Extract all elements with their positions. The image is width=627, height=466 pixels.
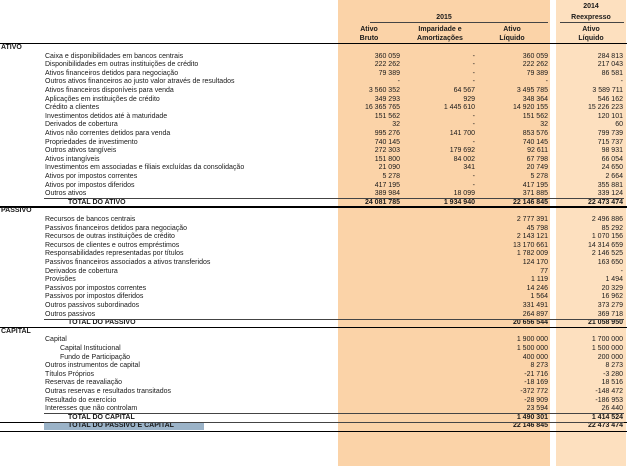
table-row	[0, 78, 627, 86]
header-impairment-line1: Imparidade e	[418, 26, 462, 33]
header-restated: Reexpresso	[571, 14, 611, 21]
table-row	[0, 250, 627, 258]
section-rule	[0, 43, 627, 44]
section-rule	[0, 327, 627, 328]
value-cell: -21 716	[524, 370, 548, 378]
header-net	[476, 25, 548, 43]
value-cell: 14 314 659	[587, 241, 623, 249]
value-cell: 349 293	[374, 95, 400, 103]
value-cell: 16 365 765	[364, 104, 400, 112]
value-cell: -	[620, 267, 623, 275]
value-cell: 79 389	[378, 69, 400, 77]
header-gross	[338, 25, 400, 43]
table-row	[0, 293, 627, 301]
table-row	[0, 242, 627, 250]
value-cell: 348 364	[522, 95, 548, 103]
total-rule-top	[44, 319, 624, 320]
value-cell: 92 611	[527, 147, 548, 155]
table-row	[0, 70, 627, 78]
table-row	[0, 233, 627, 241]
value-cell: -186 953	[595, 396, 623, 404]
header-net-2014-line1: Ativo	[582, 26, 600, 33]
section-rule	[0, 206, 627, 207]
row-label: Derivados de cobertura	[45, 267, 118, 275]
value-cell: -	[545, 78, 548, 86]
table-row	[0, 276, 627, 284]
value-cell: 64 567	[453, 87, 475, 94]
row-label: Fundo de Participação	[60, 353, 131, 361]
value-cell: 222 262	[374, 61, 400, 69]
table-row	[0, 311, 627, 319]
value-cell: 21 058 950	[587, 319, 623, 327]
header-impairment	[405, 25, 475, 43]
row-label: Provisões	[45, 276, 76, 284]
value-cell: 740 145	[374, 138, 400, 146]
value-cell: 1 119	[531, 276, 548, 284]
header-divider-2014	[560, 22, 624, 23]
table-row	[0, 53, 627, 61]
row-label: Investimentos detidos até à maturidade	[45, 112, 168, 120]
value-cell: -	[472, 61, 475, 69]
value-cell: 16 962	[601, 293, 623, 301]
value-cell: 151 562	[374, 112, 400, 120]
value-cell: -	[472, 78, 475, 86]
row-label: Ativos não correntes detidos para venda	[45, 130, 171, 137]
row-label: Recursos de bancos centrais	[45, 216, 136, 223]
value-cell: 1 700 000	[591, 336, 623, 344]
value-cell: -	[472, 181, 475, 189]
value-cell: 339 124	[597, 190, 623, 198]
value-cell: 18 099	[453, 190, 475, 198]
value-cell: 355 881	[597, 181, 623, 189]
value-cell: -	[472, 69, 475, 77]
value-cell: 67 798	[526, 155, 548, 163]
total-row	[0, 422, 627, 430]
value-cell: -	[397, 78, 400, 86]
value-cell: 163 650	[597, 259, 623, 266]
row-label: TOTAL DO ATIVO	[68, 198, 126, 206]
table-row	[0, 345, 627, 353]
value-cell: 3 589 711	[592, 87, 623, 94]
value-cell: 1 500 000	[516, 345, 548, 352]
value-cell: 8 273	[530, 362, 548, 370]
value-cell: 5 278	[382, 173, 400, 180]
value-cell: 217 043	[597, 61, 623, 69]
row-label: Recursos de outras instituições de crédito	[45, 233, 175, 241]
value-cell: 1 900 000	[516, 336, 548, 344]
value-cell: 23 594	[526, 405, 548, 413]
row-label: Passivos financeiros associados a ativos transferidos	[45, 259, 211, 266]
header-impairment-line2: Amortizações	[417, 35, 463, 42]
value-cell: 14 920 155	[512, 104, 548, 112]
row-label: Outros passivos	[45, 310, 96, 318]
table-row	[0, 225, 627, 233]
value-cell: 13 170 661	[512, 241, 548, 249]
value-cell: 546 162	[597, 95, 623, 103]
value-cell: 995 276	[374, 130, 400, 137]
value-cell: -	[472, 52, 475, 60]
header-gross-line1: Ativo	[360, 26, 378, 33]
row-label: TOTAL DO PASSIVO	[68, 319, 136, 327]
value-cell: 1 564	[530, 293, 548, 301]
value-cell: 2 143 121	[516, 233, 548, 241]
total-rule-bottom	[0, 431, 627, 432]
table-row	[0, 96, 627, 104]
table-row	[0, 285, 627, 293]
value-cell: 21 090	[378, 164, 400, 172]
value-cell: 151 562	[522, 112, 548, 120]
value-cell: 24 081 785	[364, 198, 400, 206]
value-cell: 389 984	[374, 190, 400, 198]
table-row	[0, 405, 627, 413]
table-row	[0, 268, 627, 276]
row-label: Passivos por impostos diferidos	[45, 293, 144, 301]
row-label: Interesses que não controlam	[45, 405, 138, 413]
row-label: Reservas de reavaliação	[45, 379, 123, 387]
row-label: TOTAL DO PASSIVO E CAPITAL	[68, 422, 174, 430]
total-rule-top	[44, 198, 624, 199]
row-label: CAPITAL	[1, 327, 31, 335]
row-label: Crédito a clientes	[45, 104, 100, 112]
value-cell: -	[472, 121, 475, 129]
row-label: Outros instrumentos de capital	[45, 362, 140, 370]
value-cell: 60	[615, 121, 623, 129]
value-cell: 417 195	[374, 181, 400, 189]
header-year-2015: 2015	[436, 14, 452, 21]
value-cell: 77	[540, 267, 548, 275]
row-label: Ativos financeiros detidos para negociação	[45, 69, 179, 77]
value-cell: 18 516	[601, 379, 623, 387]
table-row	[0, 354, 627, 362]
value-cell: 331 491	[522, 302, 548, 309]
row-label: PASSIVO	[1, 207, 32, 215]
value-cell: 66 054	[601, 155, 623, 163]
section-row	[0, 328, 627, 336]
value-cell: 45 798	[526, 224, 548, 232]
table-row	[0, 130, 627, 138]
value-cell: -	[472, 112, 475, 120]
row-label: Propriedades de investimento	[45, 138, 138, 146]
row-label: Ativos por impostos diferidos	[45, 181, 135, 189]
table-row	[0, 259, 627, 267]
value-cell: -28 909	[524, 396, 548, 404]
header-net-2014-line2: Líquido	[578, 35, 604, 42]
value-cell: 85 292	[601, 224, 623, 232]
row-label: Disponibilidades em outras instituições de crédito	[45, 61, 199, 69]
value-cell: 141 700	[449, 130, 475, 137]
value-cell: 1 782 009	[516, 250, 548, 258]
value-cell: 79 389	[526, 69, 548, 77]
value-cell: 264 897	[522, 310, 548, 318]
value-cell: 8 273	[605, 362, 623, 370]
value-cell: 26 440	[601, 405, 623, 413]
value-cell: 1 414 524	[591, 413, 623, 421]
table-row	[0, 104, 627, 112]
value-cell: 179 692	[449, 147, 475, 155]
value-cell: 740 145	[522, 138, 548, 146]
table-row	[0, 190, 627, 198]
row-label: Outros ativos tangíveis	[45, 147, 117, 155]
value-cell: -3 280	[603, 370, 623, 378]
value-cell: 86 581	[601, 69, 623, 77]
table-row	[0, 388, 627, 396]
table-row	[0, 121, 627, 129]
value-cell: 853 576	[522, 130, 548, 137]
value-cell: -18 169	[524, 379, 548, 387]
value-cell: 2 777 391	[516, 216, 548, 223]
value-cell: 1 494	[605, 276, 623, 284]
value-cell: 5 278	[530, 173, 548, 180]
value-cell: 20 749	[526, 164, 548, 172]
table-row	[0, 139, 627, 147]
value-cell: 120 101	[597, 112, 623, 120]
value-cell: 124 170	[522, 259, 548, 266]
value-cell: 22 146 845	[512, 198, 548, 206]
table-row	[0, 371, 627, 379]
value-cell: -	[620, 78, 623, 86]
row-label: Capital Institucional	[60, 345, 121, 352]
table-row	[0, 362, 627, 370]
row-label: Títulos Próprios	[45, 370, 95, 378]
value-cell: -372 772	[520, 388, 548, 395]
total-rule-top	[44, 422, 624, 423]
row-label: ATIVO	[1, 44, 22, 51]
value-cell: 400 000	[522, 353, 548, 361]
value-cell: 15 226 223	[587, 104, 623, 112]
value-cell: 272 303	[374, 147, 400, 155]
table-row	[0, 173, 627, 181]
row-label: Responsabilidades representadas por títulos	[45, 250, 184, 258]
row-label: Outros passivos subordinados	[45, 302, 140, 309]
value-cell: 371 885	[522, 190, 548, 198]
value-cell: 284 813	[597, 52, 623, 60]
value-cell: -	[472, 173, 475, 180]
table-row	[0, 113, 627, 121]
value-cell: 151 800	[374, 155, 400, 163]
row-label: Caixa e disponibilidades em bancos centrais	[45, 52, 184, 60]
table-row	[0, 87, 627, 95]
value-cell: 3 560 352	[368, 87, 400, 94]
row-label: Ativos por impostos correntes	[45, 173, 138, 180]
value-cell: 360 059	[522, 52, 548, 60]
value-cell: 20 329	[601, 284, 623, 292]
table-row	[0, 182, 627, 190]
value-cell: 98 931	[601, 147, 623, 155]
table-row	[0, 397, 627, 405]
header-gross-line2: Bruto	[359, 35, 379, 42]
row-label: Outros ativos	[45, 190, 87, 198]
row-label: Outros ativos financeiros ao justo valor através de resultados	[45, 78, 235, 86]
value-cell: 929	[463, 95, 475, 103]
header-divider-2015	[370, 22, 548, 23]
total-row	[0, 414, 627, 422]
value-cell: 1 934 940	[443, 198, 475, 206]
value-cell: 222 262	[522, 61, 548, 69]
value-cell: 799 739	[597, 130, 623, 137]
value-cell: 22 473 474	[587, 198, 623, 206]
row-label: Passivos financeiros detidos para negociação	[45, 224, 188, 232]
value-cell: 341	[463, 164, 475, 172]
table-row	[0, 379, 627, 387]
header-net-line2: Líquido	[499, 35, 525, 42]
value-cell: -	[472, 138, 475, 146]
value-cell: 20 656 544	[512, 319, 548, 327]
table-row	[0, 302, 627, 310]
value-cell: 2 664	[605, 173, 623, 180]
value-cell: 1 500 000	[591, 345, 623, 352]
section-row	[0, 44, 627, 52]
table-row	[0, 156, 627, 164]
value-cell: 360 059	[374, 52, 400, 60]
row-label: Aplicações em instituições de crédito	[45, 95, 160, 103]
value-cell: 3 495 785	[516, 87, 548, 94]
value-cell: 1 445 610	[443, 104, 475, 112]
table-row	[0, 61, 627, 69]
section-row	[0, 207, 627, 215]
value-cell: 84 002	[453, 155, 475, 163]
value-cell: 32	[540, 121, 548, 129]
total-rule-top	[44, 413, 624, 414]
value-cell: 32	[392, 121, 400, 129]
row-label: Ativos financeiros disponíveis para venda	[45, 87, 174, 94]
value-cell: 715 737	[597, 138, 623, 146]
row-label: Outras reservas e resultados transitados	[45, 388, 172, 395]
row-label: TOTAL DO CAPITAL	[68, 413, 135, 421]
row-label: Investimentos em associadas e filiais excluídas da consolidação	[45, 164, 245, 172]
value-cell: 14 246	[526, 284, 548, 292]
header-year-2014: 2014	[583, 3, 599, 10]
value-cell: 200 000	[597, 353, 623, 361]
table-row	[0, 147, 627, 155]
value-cell: 369 718	[597, 310, 623, 318]
value-cell: 24 650	[601, 164, 623, 172]
table-row	[0, 164, 627, 172]
header-net-2014	[556, 25, 626, 43]
value-cell: 2 146 525	[591, 250, 623, 258]
row-label: Resultado do exercício	[45, 396, 117, 404]
value-cell: 1 490 301	[516, 413, 548, 421]
row-label: Derivados de cobertura	[45, 121, 118, 129]
row-label: Ativos intangíveis	[45, 155, 100, 163]
value-cell: 417 195	[522, 181, 548, 189]
header-net-line1: Ativo	[503, 26, 521, 33]
value-cell: 22 146 845	[512, 422, 548, 430]
row-label: Recursos de clientes e outros empréstimos	[45, 241, 180, 249]
table-row	[0, 216, 627, 224]
row-label: Capital	[45, 336, 67, 344]
value-cell: 1 070 156	[591, 233, 623, 241]
value-cell: -148 472	[595, 388, 623, 395]
row-label: Passivos por impostos correntes	[45, 284, 147, 292]
value-cell: 2 496 886	[591, 216, 623, 223]
table-row	[0, 336, 627, 344]
value-cell: 373 279	[597, 302, 623, 309]
value-cell: 22 473 474	[587, 422, 623, 430]
